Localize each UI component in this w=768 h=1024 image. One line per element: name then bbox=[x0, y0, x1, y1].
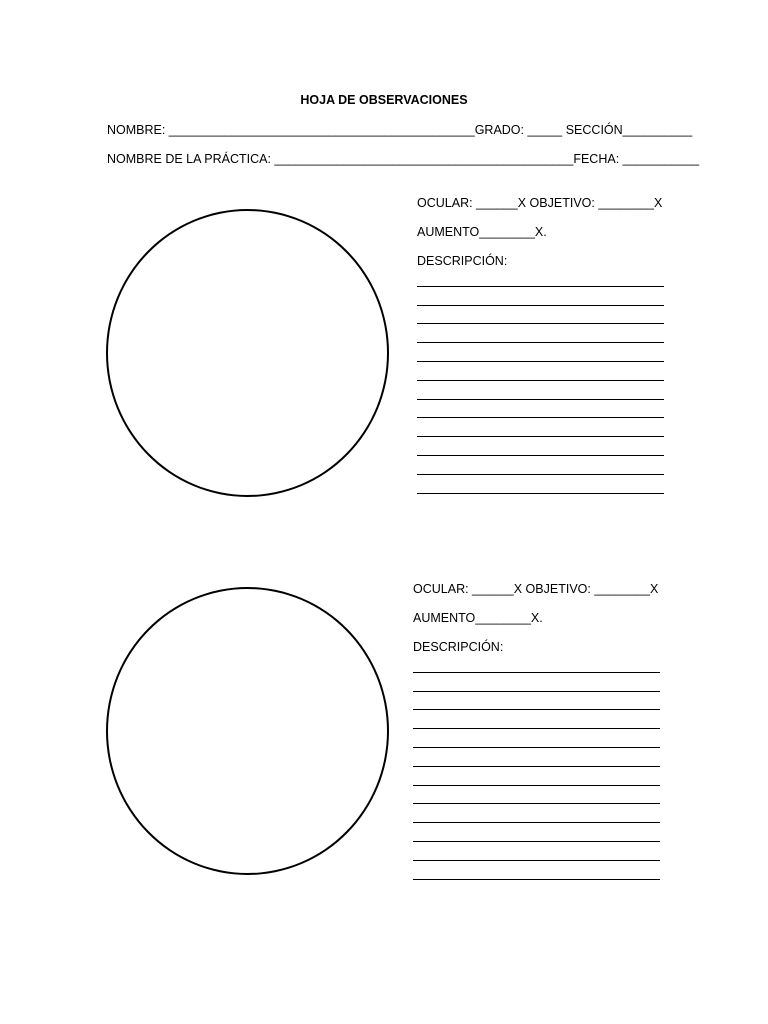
description-blank-line bbox=[417, 362, 664, 381]
aumento-row-1: AUMENTO________X. bbox=[417, 225, 547, 239]
description-blank-line bbox=[413, 654, 660, 673]
ocular-objetivo-row-1: OCULAR: ______X OBJETIVO: ________X bbox=[417, 196, 663, 210]
description-blank-line bbox=[413, 842, 660, 861]
page-title: HOJA DE OBSERVACIONES bbox=[300, 93, 468, 107]
description-blank-line bbox=[413, 710, 660, 729]
description-blank-line bbox=[417, 324, 664, 343]
description-blank-line bbox=[417, 400, 664, 419]
description-blank-line bbox=[417, 306, 664, 325]
description-blank-line bbox=[417, 437, 664, 456]
ocular-objetivo-row-2: OCULAR: ______X OBJETIVO: ________X bbox=[413, 582, 659, 596]
descripcion-label-1: DESCRIPCIÓN: bbox=[417, 254, 508, 268]
aumento-row-2: AUMENTO________X. bbox=[413, 611, 543, 625]
descripcion-label-2: DESCRIPCIÓN: bbox=[413, 640, 504, 654]
description-blank-line bbox=[413, 729, 660, 748]
description-blank-line bbox=[413, 692, 660, 711]
description-blank-line bbox=[417, 287, 664, 306]
practica-fecha-row: NOMBRE DE LA PRÁCTICA: ___________________________________________FECHA: ___________ bbox=[107, 152, 700, 166]
description-blank-line bbox=[417, 456, 664, 475]
description-blank-line bbox=[417, 268, 664, 287]
description-blank-line bbox=[417, 343, 664, 362]
description-blank-line bbox=[413, 861, 660, 880]
description-blank-line bbox=[417, 381, 664, 400]
description-blank-line bbox=[413, 673, 660, 692]
description-blank-line bbox=[413, 786, 660, 805]
description-lines-1 bbox=[417, 268, 664, 494]
description-blank-line bbox=[413, 748, 660, 767]
nombre-grado-seccion-row: NOMBRE: ____________________________________________GRADO: _____ SECCIÓN__________ bbox=[107, 123, 693, 137]
observation-circle-2 bbox=[106, 587, 389, 875]
description-blank-line bbox=[417, 418, 664, 437]
description-blank-line bbox=[413, 823, 660, 842]
description-lines-2 bbox=[413, 654, 660, 880]
description-blank-line bbox=[413, 804, 660, 823]
observation-circle-1 bbox=[106, 209, 389, 497]
description-blank-line bbox=[413, 767, 660, 786]
description-blank-line bbox=[417, 475, 664, 494]
